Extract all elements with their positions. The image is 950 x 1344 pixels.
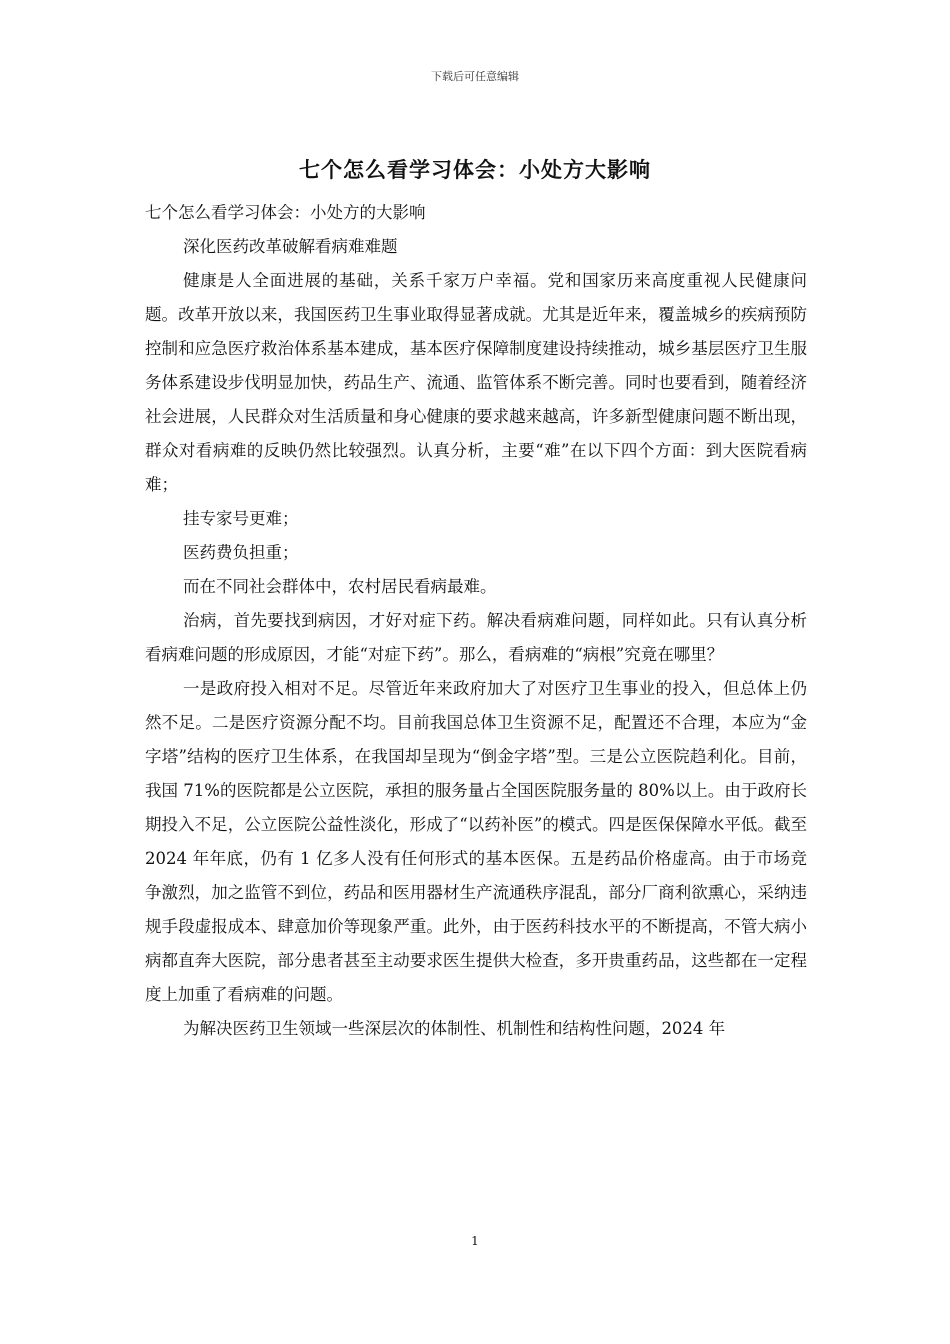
subtitle-paragraph: 七个怎么看学习体会：小处方的大影响	[145, 203, 426, 222]
body-paragraph: 为解决医药卫生领域一些深层次的体制性、机制性和结构性问题，2024 年	[182, 1019, 726, 1038]
body-paragraph: 而在不同社会群体中，农村居民看病最难。	[182, 577, 497, 596]
page-header-note: 下载后可任意编辑	[431, 70, 519, 83]
page-number: 1	[471, 1234, 479, 1248]
body-paragraph: 健康是人全面进展的基础，关系千家万户幸福。党和国家历来高度重视人民健康问题。改革开放以来，我国医药卫生事业取得显著成就。尤其是近年来，覆盖城乡的疾病预防控制和应急医疗救治体系基本建成，基本医疗保障制度建设持续推动，城乡基层医疗卫生服务体系建设步伐明显加快，药品生产、流通、监管体系不断完善。同时也要看到，随着经济社会进展，人民群众对生活质量和身心健康的要求越来越高，许多新型健康问题不断出现，群众对看病难的反映仍然比较强烈。认真分析，主要“难”在以下四个方面：到大医院看病难；	[145, 271, 807, 494]
body-paragraph: 医药费负担重；	[182, 543, 299, 562]
document-body	[145, 196, 807, 1046]
body-paragraph: 治病，首先要找到病因，才好对症下药。解决看病难问题，同样如此。只有认真分析看病难问题的形成原因，才能“对症下药”。那么，看病难的“病根”究竟在哪里？	[145, 611, 807, 664]
body-paragraph: 一是政府投入相对不足。尽管近年来政府加大了对医疗卫生事业的投入，但总体上仍然不足。二是医疗资源分配不均。目前我国总体卫生资源不足，配置还不合理，本应为“金字塔”结构的医疗卫生体系，在我国却呈现为“倒金字塔”型。三是公立医院趋利化。目前，我国 71%的医院都是公立医院，承担的服务量占全国医院服务量的 80%以上。由于政府长期投入不足，公立医院公益性淡化，形成了“以药补医”的模式。四是医保保障水平低。截至 2024 年年底，仍有 1 亿多人没有任何形式的基本医保。五是药品价格虚高。由于市场竞争激烈，加之监管不到位，药品和医用器材生产流通秩序混乱，部分厂商利欲熏心，采纳违规手段虚报成本、肆意加价等现象严重。此外，由于医药科技水平的不断提高，不管大病小病都直奔大医院，部分患者甚至主动要求医生提供大检查，多开贵重药品，这些都在一定程度上加重了看病难的问题。	[145, 679, 807, 1004]
document-title: 七个怎么看学习体会：小处方大影响	[299, 157, 651, 182]
body-paragraph: 挂专家号更难；	[182, 509, 299, 528]
section-heading: 深化医药改革破解看病难难题	[182, 237, 398, 256]
